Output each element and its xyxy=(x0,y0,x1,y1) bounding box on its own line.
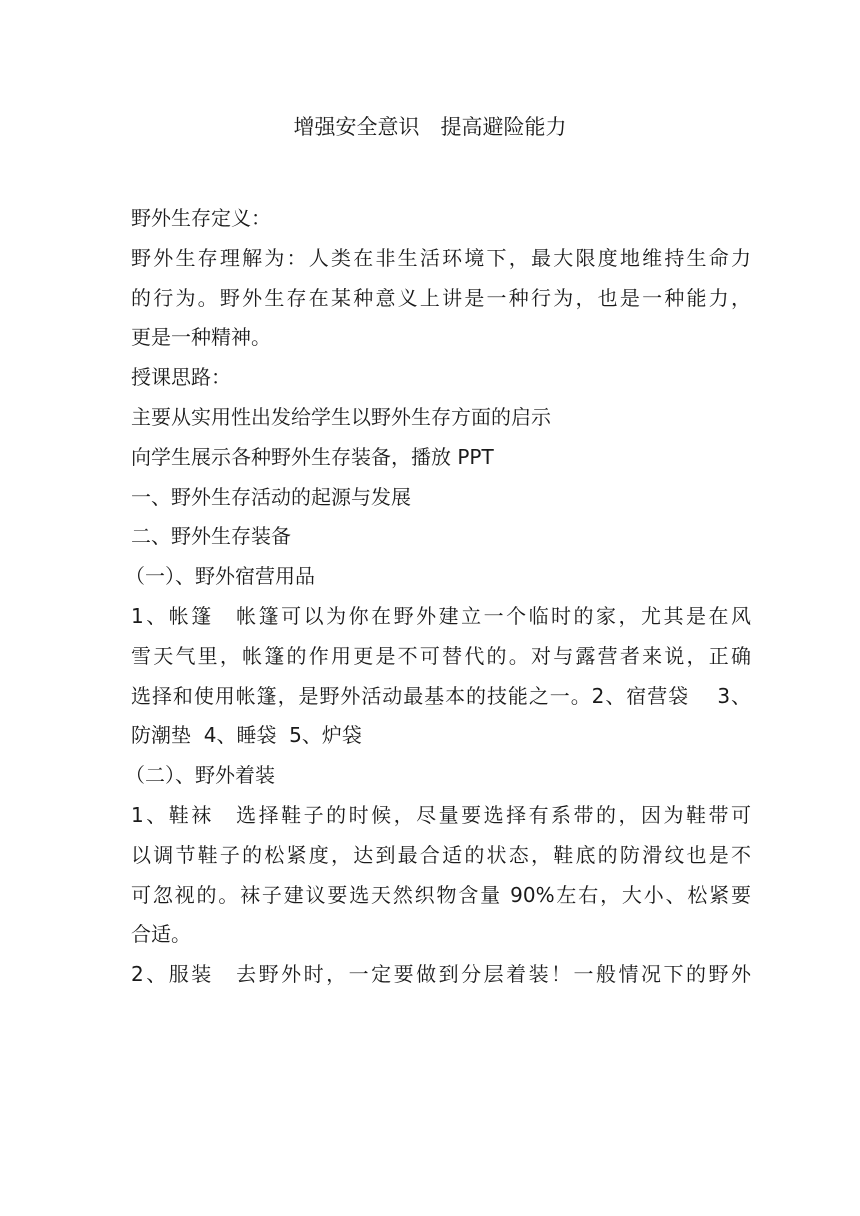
text-line: 合适。 xyxy=(131,922,191,947)
text-line: 二、野外生存装备 xyxy=(131,524,291,549)
text-line: 2、服装 去野外时，一定要做到分层着装！一般情况下的野外 xyxy=(131,962,751,987)
text-line: 选择和使用帐篷，是野外活动最基本的技能之一。2、宿营袋 3、 xyxy=(131,683,751,708)
document-title: 增强安全意识 提高避险能力 xyxy=(293,115,567,139)
text-line: 向学生展示各种野外生存装备，播放 PPT xyxy=(131,444,494,469)
text-line: 更是一种精神。 xyxy=(131,325,271,350)
text-line: 可忽视的。袜子建议要选天然织物含量 90%左右，大小、松紧要 xyxy=(131,882,751,907)
text-line: 的行为。野外生存在某种意义上讲是一种行为，也是一种能力， xyxy=(131,285,751,310)
text-line: 1、帐篷 帐篷可以为你在野外建立一个临时的家，尤其是在风 xyxy=(131,603,751,628)
text-line: 授课思路： xyxy=(131,365,231,390)
text-line: 防潮垫 4、睡袋 5、炉袋 xyxy=(131,723,362,748)
text-line: 以调节鞋子的松紧度，达到最合适的状态，鞋底的防滑纹也是不 xyxy=(131,842,751,867)
text-line: 1、鞋袜 选择鞋子的时候，尽量要选择有系带的，因为鞋带可 xyxy=(131,802,751,827)
text-line: 雪天气里，帐篷的作用更是不可替代的。对与露营者来说，正确 xyxy=(131,643,751,668)
text-line: 主要从实用性出发给学生以野外生存方面的启示 xyxy=(131,404,551,429)
text-line: 野外生存定义： xyxy=(131,206,271,230)
text-line: （二）、野外着装 xyxy=(125,763,275,788)
text-line: 一、野外生存活动的起源与发展 xyxy=(131,484,411,509)
document-body xyxy=(125,199,751,995)
text-line: 野外生存理解为：人类在非生活环境下，最大限度地维持生命力 xyxy=(131,245,751,270)
text-line: （一）、野外宿营用品 xyxy=(125,564,315,589)
